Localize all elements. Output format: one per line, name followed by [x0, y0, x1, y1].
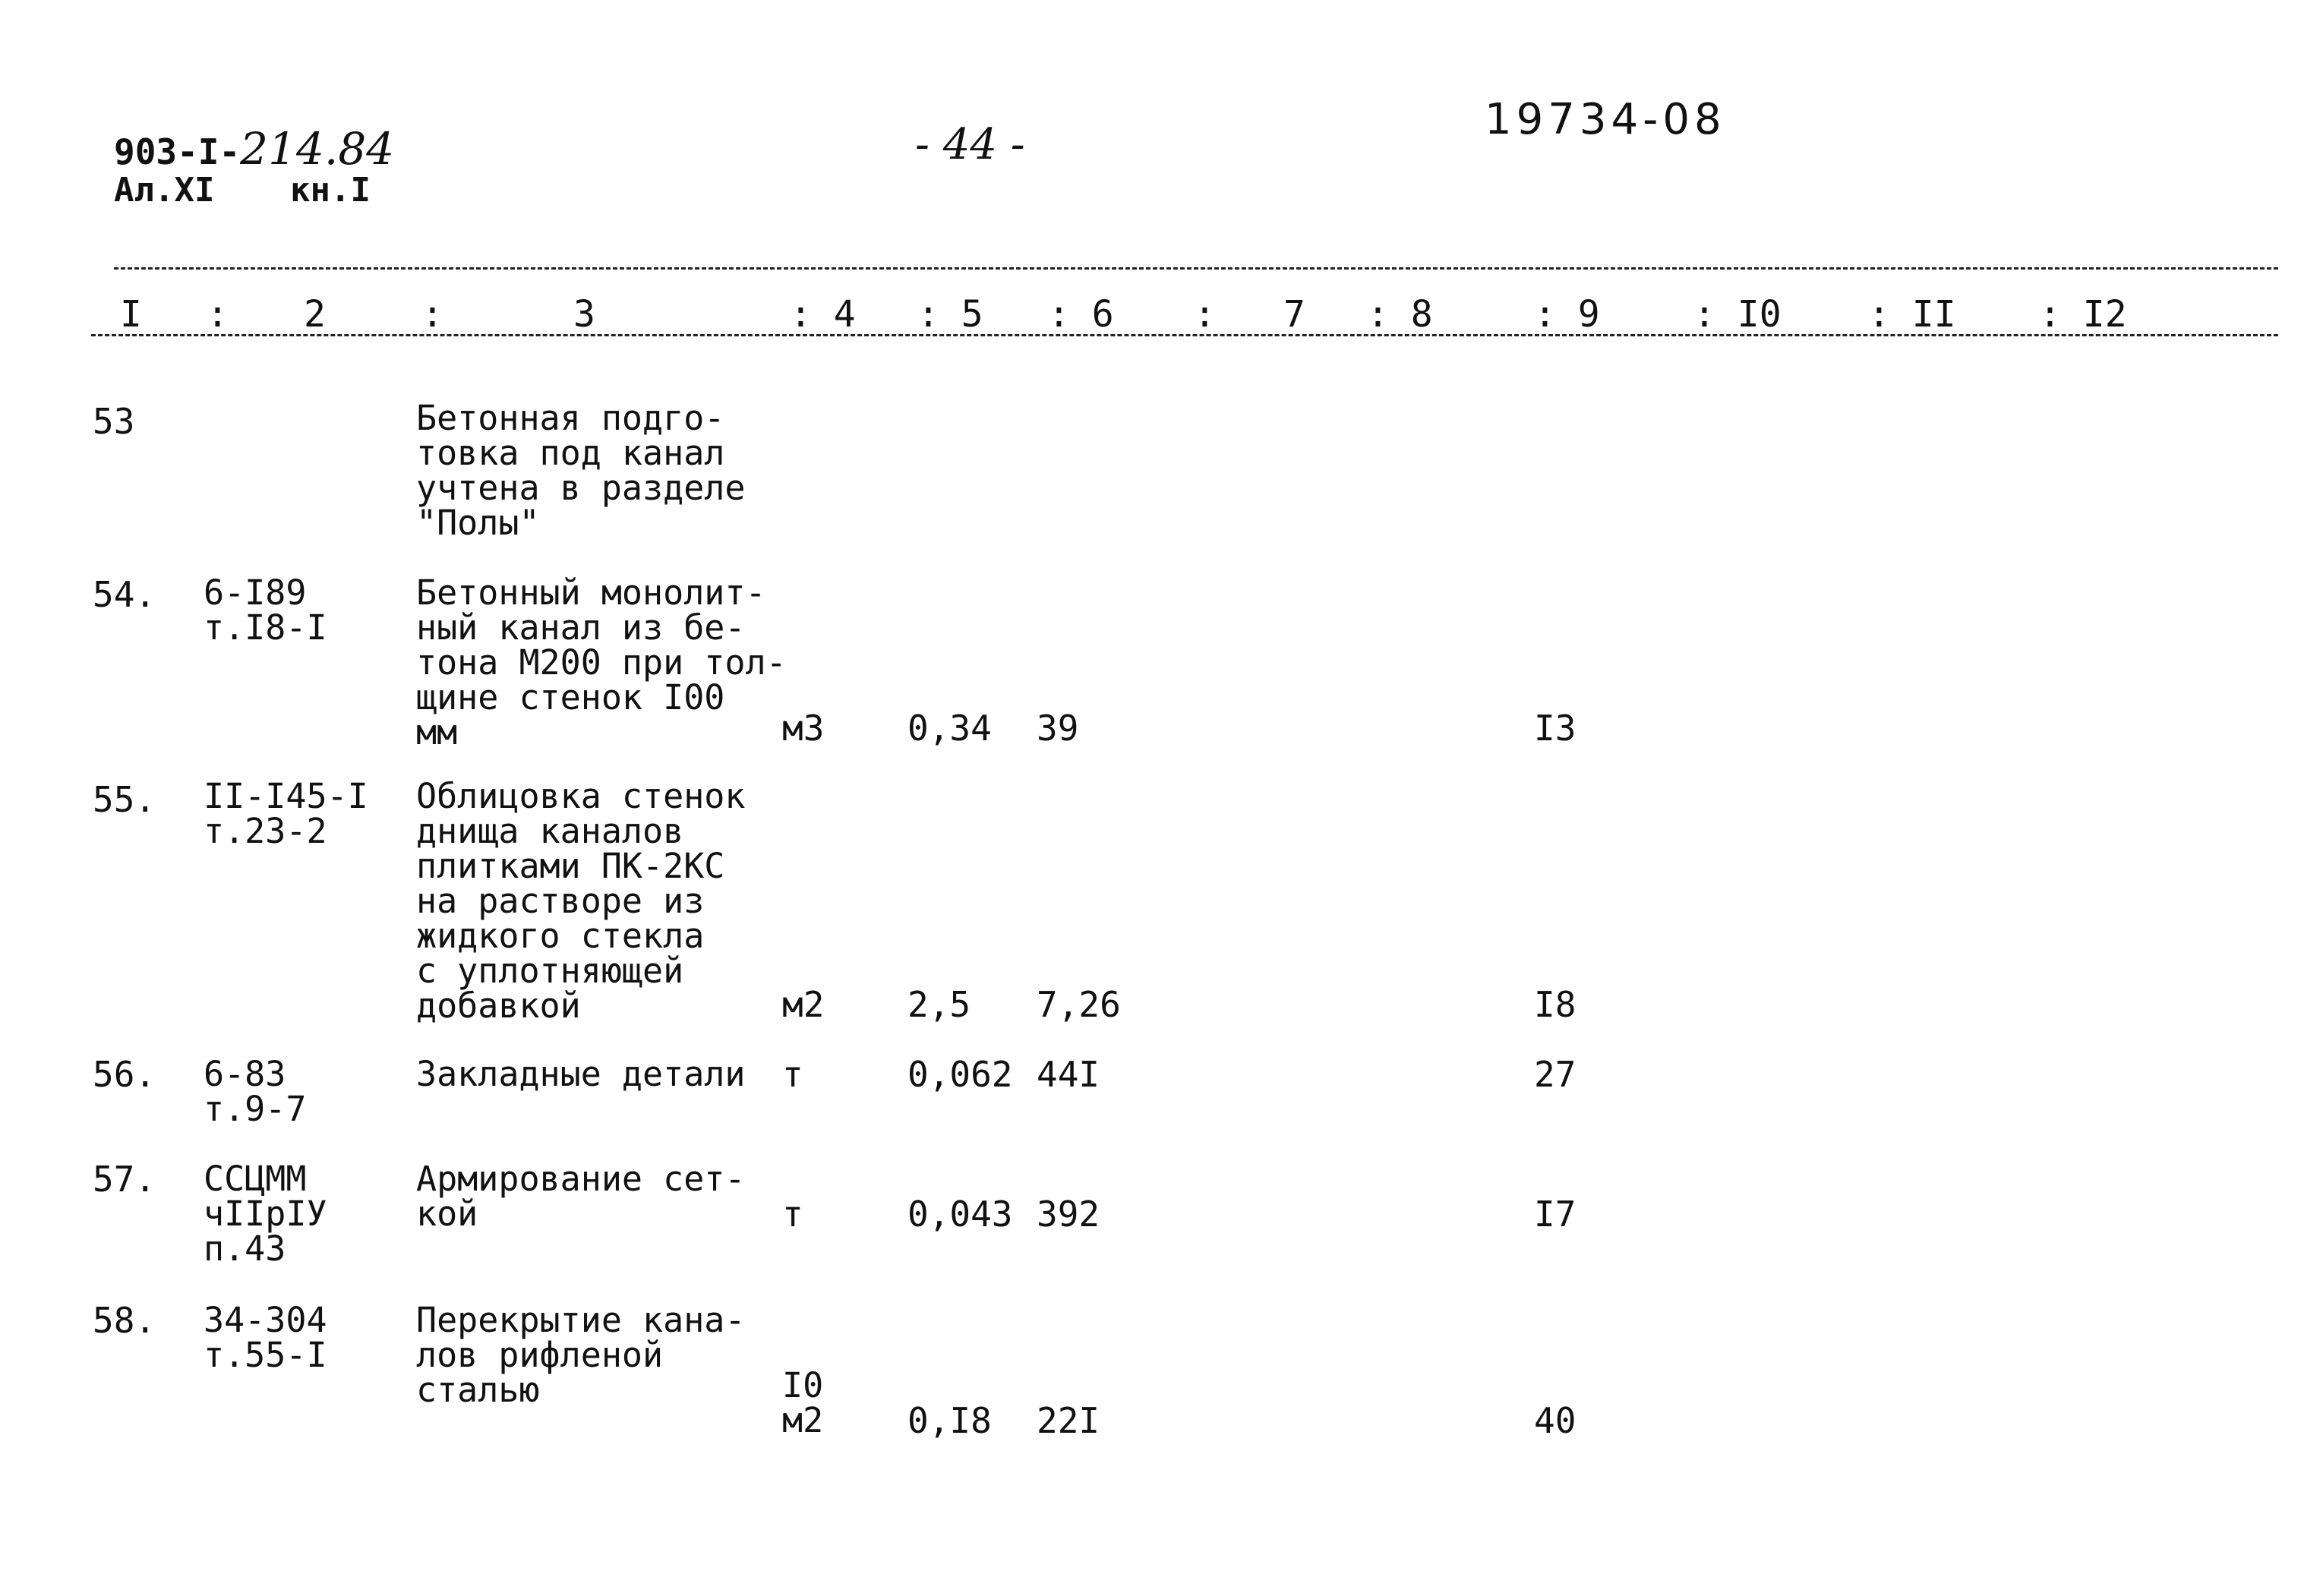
row-description: Армирование сет- кой [416, 1159, 746, 1234]
row-number: 54. [93, 574, 156, 615]
row-quantity: 0,I8 [907, 1400, 992, 1441]
row-col9: 27 [1534, 1054, 1577, 1095]
col-header-5: : 5 [917, 293, 983, 336]
row-unit: м2 [782, 984, 825, 1025]
col-header-6: : 6 [1048, 293, 1114, 336]
top-rule [114, 267, 2278, 270]
row-col9: I8 [1534, 984, 1577, 1025]
doc-code-printed: 903-I- [114, 131, 241, 172]
row-code: II-I45-I т.23-2 [204, 776, 368, 851]
col-header-2: 2 [304, 293, 326, 336]
row-number: 57. [93, 1159, 156, 1200]
row-quantity: 2,5 [907, 984, 971, 1025]
row-number: 58. [93, 1300, 156, 1341]
row-price: 392 [1037, 1194, 1100, 1235]
row-unit: I0 м2 [782, 1365, 824, 1440]
row-quantity: 0,34 [907, 708, 992, 749]
row-code: 34-304 т.55-I [204, 1300, 327, 1375]
row-price: 39 [1037, 708, 1079, 749]
row-code: ССЦММ чIIрIУ п.43 [204, 1159, 327, 1269]
row-price: 7,26 [1037, 984, 1121, 1025]
page-number: - 44 - [915, 120, 1025, 169]
row-number: 55. [93, 779, 156, 820]
row-col9: I3 [1534, 708, 1577, 749]
row-unit: м3 [782, 708, 825, 749]
col-header-sep: : [207, 293, 229, 336]
row-quantity: 0,062 [907, 1054, 1013, 1095]
row-number: 56. [93, 1054, 156, 1095]
doc-code-handwritten: 214.84 [240, 123, 395, 175]
col-header-7: 7 [1283, 293, 1305, 336]
row-price: 22I [1037, 1400, 1100, 1441]
col-header-12: : I2 [2039, 293, 2127, 336]
row-number: 53 [93, 401, 135, 442]
col-header-sep: : [1194, 293, 1216, 336]
col-header-11: : II [1868, 293, 1956, 336]
col-header-4: : 4 [790, 293, 856, 336]
row-description: Закладные детали [416, 1054, 746, 1094]
row-description: Бетонная подго- товка под канал учтена в разделе "Полы" [416, 398, 746, 543]
archive-number: 19734-08 [1485, 95, 1726, 144]
row-description: Облицовка стенок днища каналов плитками ПК-2КС на растворе из жидкого стекла с уплотняющей добавкой [416, 776, 746, 1026]
row-unit: т [782, 1194, 803, 1235]
row-unit: т [782, 1054, 803, 1095]
row-code: 6-I89 т.I8-I [204, 572, 327, 648]
row-description: Бетонный монолит- ный канал из бе- тона М200 при тол- щине стенок I00 мм [416, 572, 787, 752]
col-header-9: : 9 [1534, 293, 1600, 336]
col-header-1: I [120, 293, 142, 336]
doc-code [114, 123, 395, 175]
col-header-sep: : [421, 293, 443, 336]
col-header-8: : 8 [1367, 293, 1433, 336]
row-quantity: 0,043 [907, 1194, 1013, 1235]
row-code: 6-83 т.9-7 [204, 1054, 307, 1129]
header-bottom-rule [91, 334, 2278, 336]
row-price: 44I [1037, 1054, 1100, 1095]
col-header-3: 3 [573, 293, 595, 336]
album-label: Ал.XI [114, 171, 215, 210]
book-label: кн.I [290, 171, 371, 210]
col-header-10: : I0 [1693, 293, 1782, 336]
row-description: Перекрытие кана- лов рифленой сталью [416, 1300, 746, 1410]
row-col9: I7 [1534, 1194, 1577, 1235]
row-col9: 40 [1534, 1400, 1577, 1441]
